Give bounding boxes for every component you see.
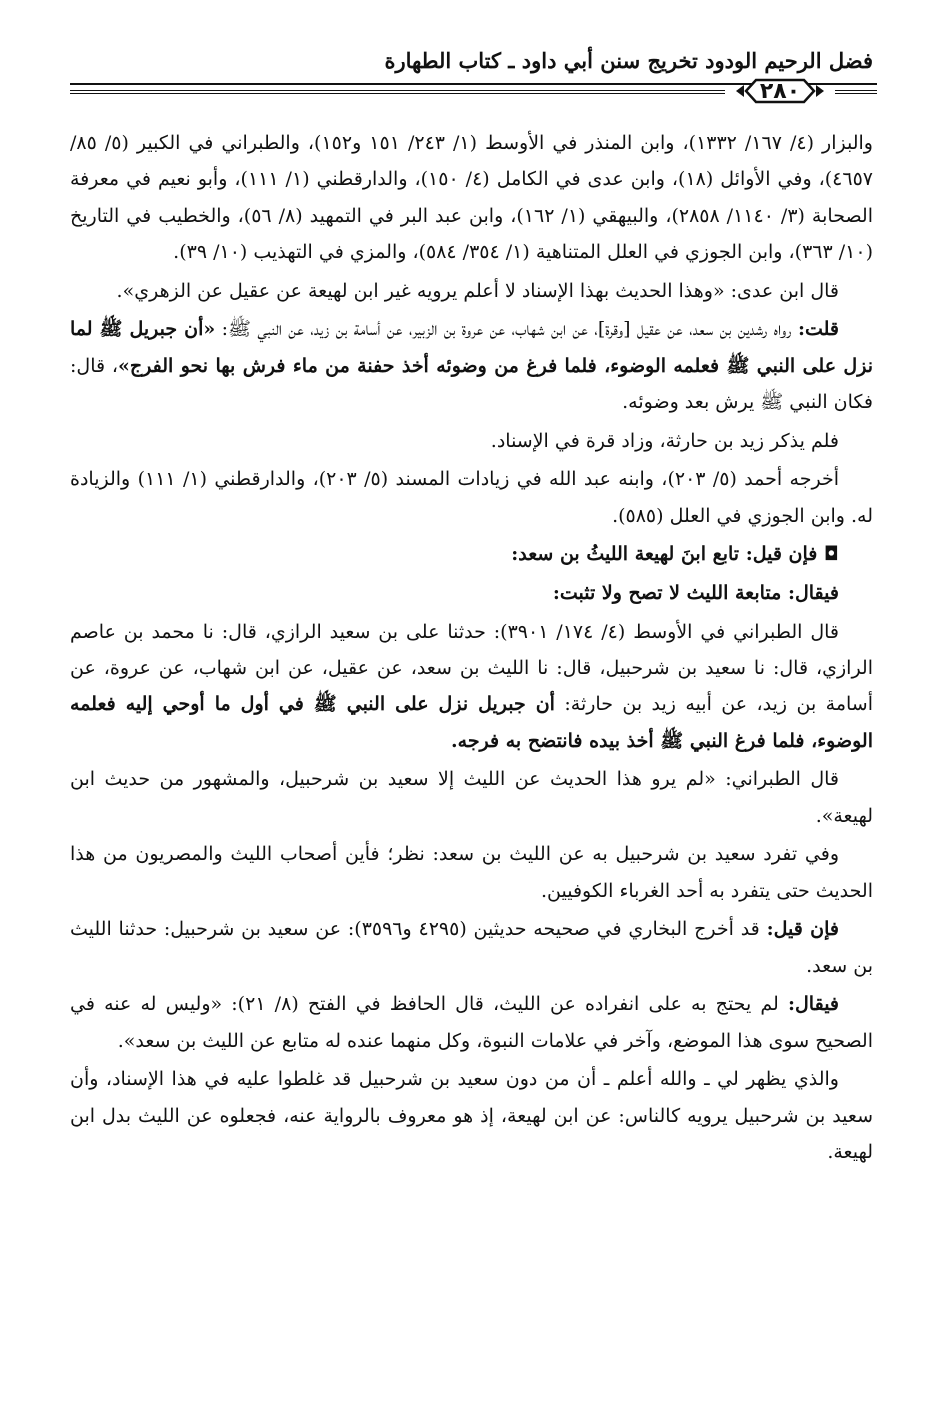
paragraph-text: والبزار (٤/ ١٦٧/ ١٣٣٢)، وابن المنذر في الأوسط (١/ ٢٤٣/ ١٥١ و١٥٢)، والطبراني في الكبير (٥/ ٨٥/ ٤٦٥٧)، وفي الأوائل (١٨)، وابن عدى في الكامل (٤/ ١٥٠)، والدارقطني (١/ ١١١)، وأبو نعيم في معرفة الصحابة (٣/ ١١٤٠/ ٢٨٥٨)، والبيهقي (١/ ١٦٢)، وابن عبد البر في التمهيد (٨/ ٥٦)، والخطيب في التاريخ (١٠/ ٣٦٣)، وابن الجوزي في العلل المتناهية (١/ ٣٥٤/ ٥٨٤)، والمزي في التهذيب (١٠/ ٣٩). [70,132,873,264]
paragraph-note [70,423,873,459]
paragraph-text: والذي يظهر لي ـ والله أعلم ـ أن من دون سعيد بن شرحبيل قد غلطوا عليه في هذا الإسناد، وأن سعيد بن شرحبيل يرويه كالناس: عن ابن لهيعة، إذ هو معروف بالرواية عنه، فجعلوه عن الليث بدل ابن لهيعة. [70,1068,873,1164]
paragraph-tafarrud [70,836,873,909]
paragraph-conclusion [70,1061,873,1170]
paragraph-text: فلم يذكر زيد بن حارثة، وزاد قرة في الإسناد. [490,429,839,452]
main-text [70,125,873,1173]
paragraph-tabarani-isnad [70,614,873,760]
reply-text: متابعة الليث لا تصح ولا تثبت: [552,582,788,604]
hadith-text: «أن جبريل ﷺ لما نزل على النبي ﷺ فعلمه الوضوء، فلما فرغ من وضوئه أخذ حفنة من ماء فرش بها نحو الفرج» [70,318,873,377]
paragraph-tabarani-quote [70,761,873,834]
paragraph-text: رواه رشدين بن سعد، عن عقيل [وقرة]، عن ابن شهاب، عن عروة بن الزبير، عن أسامة بن زيد، عن النبي ﷺ: [215,318,798,341]
objection-text: تابع ابنَ لهيعة الليثُ بن سعد: [511,543,746,566]
paragraph-text: قال الطبراني: «لم يرو هذا الحديث عن الليث إلا سعيد بن شرحبيل، والمشهور من حديث ابن لهيعة». [70,768,873,827]
paragraph-sources [70,125,873,271]
running-header-title: فضل الرحيم الودود تخريج سنن أبي داود ـ كتاب الطهارة [384,48,873,73]
paragraph-ibn-adi-quote [70,273,873,309]
hadith-text: أن جبريل نزل على النبي ﷺ في أول ما أوحي إليه فعلمه الوضوء، فلما فرغ النبي ﷺ أخذ بيده فانتضح به فرجه. [70,693,873,752]
header-rule-left [70,90,725,94]
paragraph-tail: ، قال: فكان النبي ﷺ يرش بعد وضوئه. [70,354,873,414]
paragraph-text: أخرجه أحمد (٥/ ٢٠٣)، وابنه عبد الله في زيادات المسند (٥/ ٢٠٣)، والدارقطني (١/ ١١١) والزيادة له. وابن الجوزي في العلل (٥٨٥). [70,468,873,527]
paragraph-qultu [70,311,873,420]
paragraph-lead: فيقال: [787,993,840,1016]
paragraph-text: قال ابن عدى: «وهذا الحديث بهذا الإسناد لا أعلم يرويه غير ابن لهيعة عن عقيل عن الزهري». [116,279,839,302]
paragraph-text: قد أخرج البخاري في صحيحه حديثين (٤٢٩٥ و٣٥٩٦): عن سعيد بن شرحبيل: حدثنا الليث بن سعد. [70,918,873,977]
paragraph-bukhari-objection [70,911,873,984]
page-number: ٢٨٠ [759,78,801,104]
paragraph-bukhari-reply [70,986,873,1059]
paragraph-lead: ◘ فإن قيل: [745,543,839,566]
paragraph-lead: فإن قيل: [766,918,839,941]
paragraph-lead: قلت: [797,318,839,341]
paragraph-lead: فيقال: [787,582,839,604]
paragraph-text: قال الطبراني في الأوسط (٤/ ١٧٤/ ٣٩٠١): حدثنا على بن سعيد الرازي، قال: نا محمد بن عاصم الرازي، قال: نا سعيد بن شرحبيل، قال: نا الليث بن سعد، عن عقيل، عن ابن شهاب، عن عروة، عن أسامة بن زيد، عن أبيه زيد بن حارثة: [70,620,873,716]
header-rule-right [835,90,877,94]
paragraph-takhrij [70,461,873,534]
paragraph-objection [70,536,873,572]
paragraph-text: لم يحتج به على انفراده عن الليث، قال الحافظ في الفتح (٨/ ٢١): «وليس له عنه في الصحيح سوى هذا الموضع، وآخر في علامات النبوة، وكل منهما عنده له متابع عن الليث بن سعد». [70,993,873,1052]
paragraph-text: وفي تفرد سعيد بن شرحبيل به عن الليث بن سعد: نظر؛ فأين أصحاب الليث والمصريون من هذا الحديث حتى يتفرد به أحد الغرباء الكوفيين. [70,843,873,902]
page-number-ornament [732,74,828,108]
paragraph-reply [70,575,873,611]
